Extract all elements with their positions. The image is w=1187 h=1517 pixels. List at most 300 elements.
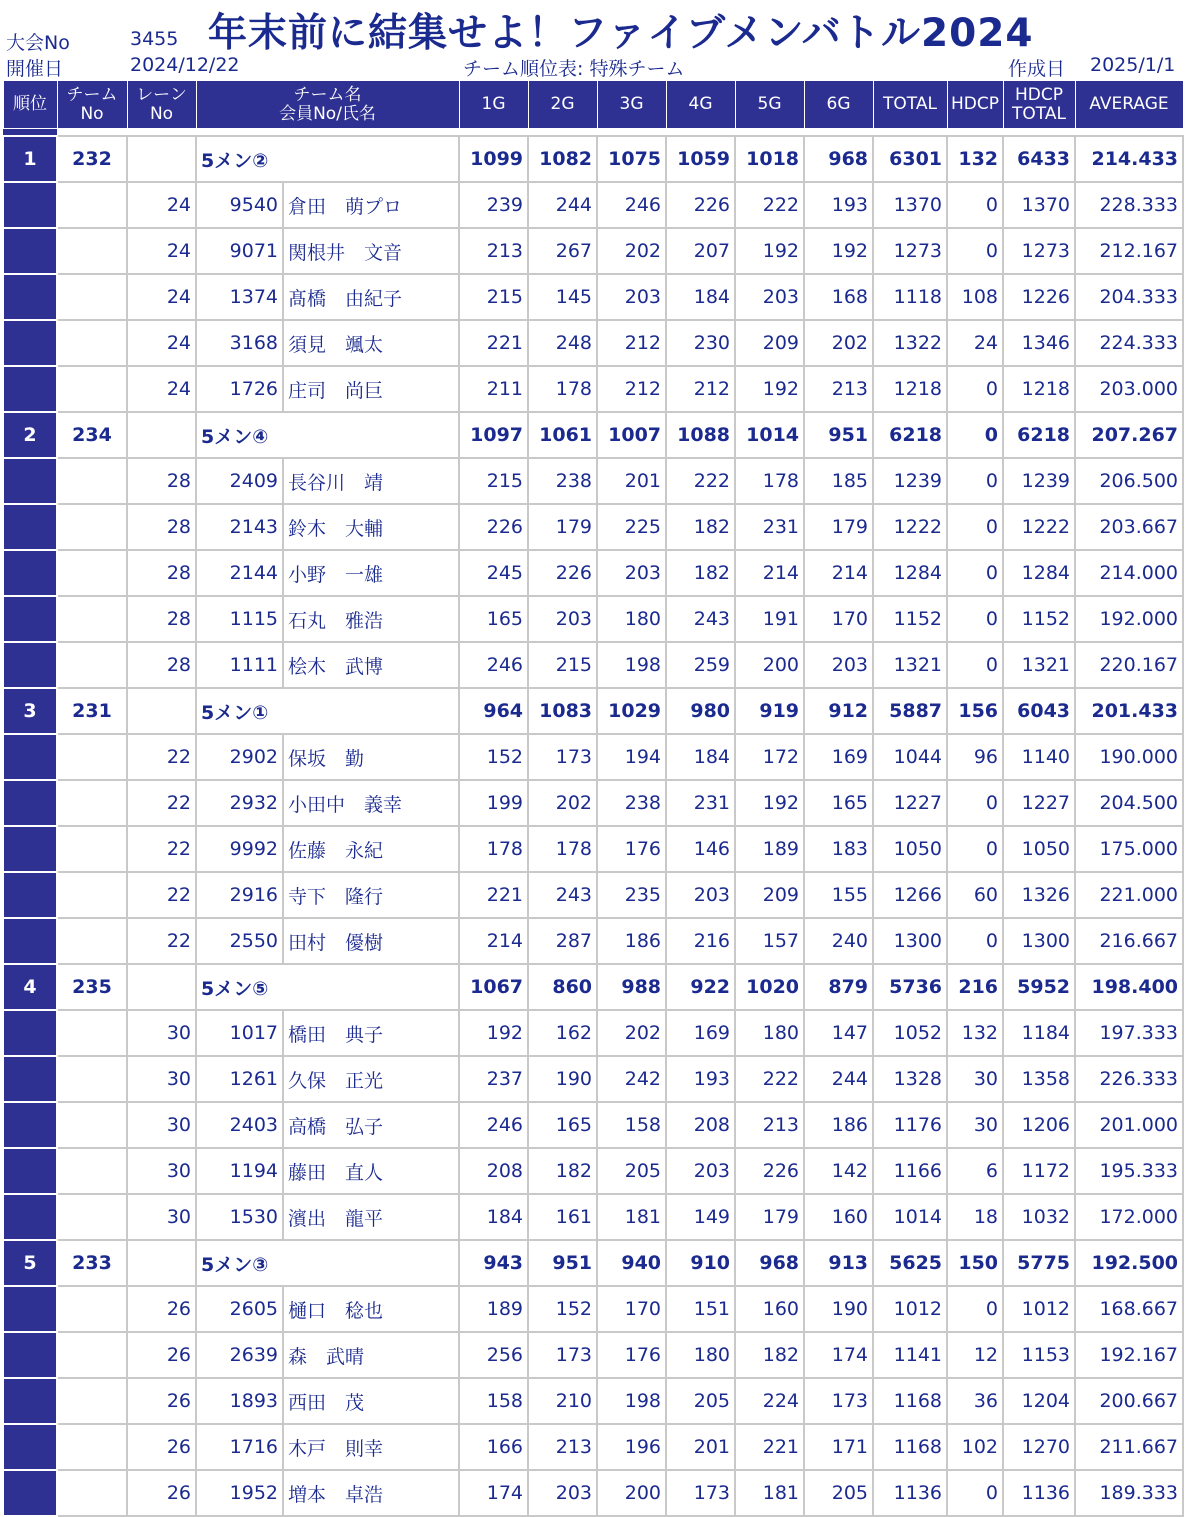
game-score: 209 xyxy=(735,320,804,366)
team-rank: 3 xyxy=(3,688,57,734)
hdcp-total: 1218 xyxy=(1003,366,1075,412)
game-score: 179 xyxy=(528,504,597,550)
member-name: 関根井 文音 xyxy=(283,228,459,274)
member-row xyxy=(3,458,1183,504)
game-score: 259 xyxy=(666,642,735,688)
game-score: 168 xyxy=(804,274,873,320)
member-name: 寺下 隆行 xyxy=(283,872,459,918)
hdcp: 0 xyxy=(947,1470,1003,1516)
game-score: 186 xyxy=(804,1102,873,1148)
game-score: 192 xyxy=(804,228,873,274)
game-score: 224 xyxy=(735,1378,804,1424)
game-score: 180 xyxy=(666,1332,735,1378)
game-score: 176 xyxy=(597,826,666,872)
member-name: 濱出 龍平 xyxy=(283,1194,459,1240)
team-no: 234 xyxy=(57,412,127,458)
game-score: 246 xyxy=(597,182,666,228)
game-score: 238 xyxy=(597,780,666,826)
average: 172.000 xyxy=(1075,1194,1183,1240)
member-name: 佐藤 永紀 xyxy=(283,826,459,872)
game-score: 165 xyxy=(528,1102,597,1148)
game-score: 267 xyxy=(528,228,597,274)
game-score: 215 xyxy=(459,274,528,320)
team-no-blank xyxy=(57,228,127,274)
col-4g: 4G xyxy=(666,81,735,129)
game-score: 178 xyxy=(735,458,804,504)
game-score: 165 xyxy=(459,596,528,642)
lane-no: 26 xyxy=(127,1378,196,1424)
rank-blank xyxy=(3,458,57,504)
member-name: 久保 正光 xyxy=(283,1056,459,1102)
report-type: チーム順位表: 特殊チーム xyxy=(463,58,685,80)
team-rank: 5 xyxy=(3,1240,57,1286)
average: 192.167 xyxy=(1075,1332,1183,1378)
game-score: 240 xyxy=(804,918,873,964)
total: 1152 xyxy=(873,596,947,642)
game-score: 203 xyxy=(528,1470,597,1516)
game-score: 212 xyxy=(597,366,666,412)
game-score: 242 xyxy=(597,1056,666,1102)
game-score: 1007 xyxy=(597,412,666,458)
team-row xyxy=(3,688,1183,734)
team-no-blank xyxy=(57,1010,127,1056)
rank-blank xyxy=(3,1470,57,1516)
game-score: 166 xyxy=(459,1424,528,1470)
member-no: 1716 xyxy=(196,1424,283,1470)
game-score: 214 xyxy=(735,550,804,596)
member-row xyxy=(3,1424,1183,1470)
game-score: 181 xyxy=(597,1194,666,1240)
game-score: 179 xyxy=(735,1194,804,1240)
game-score: 198 xyxy=(597,642,666,688)
game-score: 1018 xyxy=(735,136,804,182)
game-score: 205 xyxy=(804,1470,873,1516)
col-hdcp-total: HDCP TOTAL xyxy=(1003,81,1075,129)
game-score: 182 xyxy=(666,550,735,596)
member-row xyxy=(3,182,1183,228)
hdcp-total: 1136 xyxy=(1003,1470,1075,1516)
game-score: 1014 xyxy=(735,412,804,458)
team-no-blank xyxy=(57,596,127,642)
lane-no: 22 xyxy=(127,826,196,872)
game-score: 192 xyxy=(735,366,804,412)
member-name: 長谷川 靖 xyxy=(283,458,459,504)
total: 6218 xyxy=(873,412,947,458)
member-name: 庄司 尚巨 xyxy=(283,366,459,412)
hdcp-total: 1326 xyxy=(1003,872,1075,918)
game-score: 988 xyxy=(597,964,666,1010)
game-score: 191 xyxy=(735,596,804,642)
member-name: 倉田 萌プロ xyxy=(283,182,459,228)
game-score: 922 xyxy=(666,964,735,1010)
game-score: 170 xyxy=(804,596,873,642)
game-score: 913 xyxy=(804,1240,873,1286)
game-score: 202 xyxy=(597,1010,666,1056)
game-score: 199 xyxy=(459,780,528,826)
member-row xyxy=(3,734,1183,780)
member-name: 髙橋 由紀子 xyxy=(283,274,459,320)
game-score: 171 xyxy=(804,1424,873,1470)
game-score: 1097 xyxy=(459,412,528,458)
member-name: 田村 優樹 xyxy=(283,918,459,964)
game-score: 1029 xyxy=(597,688,666,734)
hdcp: 150 xyxy=(947,1240,1003,1286)
hdcp: 96 xyxy=(947,734,1003,780)
col-1g: 1G xyxy=(459,81,528,129)
rank-blank xyxy=(3,550,57,596)
member-row xyxy=(3,1286,1183,1332)
total: 1239 xyxy=(873,458,947,504)
game-score: 184 xyxy=(459,1194,528,1240)
team-row xyxy=(3,964,1183,1010)
member-no: 2605 xyxy=(196,1286,283,1332)
game-score: 193 xyxy=(666,1056,735,1102)
game-score: 155 xyxy=(804,872,873,918)
game-score: 980 xyxy=(666,688,735,734)
total: 5625 xyxy=(873,1240,947,1286)
member-no: 1261 xyxy=(196,1056,283,1102)
game-score: 147 xyxy=(804,1010,873,1056)
team-no-blank xyxy=(57,320,127,366)
member-row xyxy=(3,642,1183,688)
member-row xyxy=(3,1378,1183,1424)
hdcp: 0 xyxy=(947,458,1003,504)
game-score: 213 xyxy=(804,366,873,412)
member-row xyxy=(3,872,1183,918)
game-score: 910 xyxy=(666,1240,735,1286)
game-score: 943 xyxy=(459,1240,528,1286)
hdcp: 0 xyxy=(947,642,1003,688)
total: 1266 xyxy=(873,872,947,918)
game-score: 222 xyxy=(735,182,804,228)
team-no-blank xyxy=(57,826,127,872)
rank-blank xyxy=(3,504,57,550)
hdcp-total: 6043 xyxy=(1003,688,1075,734)
rank-blank xyxy=(3,182,57,228)
total: 1136 xyxy=(873,1470,947,1516)
rank-blank xyxy=(3,826,57,872)
hdcp: 30 xyxy=(947,1056,1003,1102)
hdcp-total: 1227 xyxy=(1003,780,1075,826)
game-score: 213 xyxy=(459,228,528,274)
team-no-blank xyxy=(57,366,127,412)
game-score: 225 xyxy=(597,504,666,550)
game-score: 287 xyxy=(528,918,597,964)
member-no: 1115 xyxy=(196,596,283,642)
hdcp-total: 1300 xyxy=(1003,918,1075,964)
rank-blank xyxy=(3,1010,57,1056)
member-row xyxy=(3,228,1183,274)
hdcp-total: 1284 xyxy=(1003,550,1075,596)
lane-no: 24 xyxy=(127,320,196,366)
team-no-blank xyxy=(57,1102,127,1148)
rank-blank xyxy=(3,274,57,320)
hdcp: 132 xyxy=(947,136,1003,182)
game-score: 173 xyxy=(666,1470,735,1516)
header-gap xyxy=(3,129,1183,137)
hdcp-total: 6433 xyxy=(1003,136,1075,182)
total: 1222 xyxy=(873,504,947,550)
hdcp: 18 xyxy=(947,1194,1003,1240)
team-no-blank xyxy=(57,1148,127,1194)
average: 216.667 xyxy=(1075,918,1183,964)
team-name: 5メン① xyxy=(196,688,459,734)
member-row xyxy=(3,1010,1183,1056)
rank-blank xyxy=(3,320,57,366)
team-no-blank xyxy=(57,1378,127,1424)
hdcp-total: 1140 xyxy=(1003,734,1075,780)
game-score: 221 xyxy=(459,872,528,918)
hdcp: 36 xyxy=(947,1378,1003,1424)
average: 201.433 xyxy=(1075,688,1183,734)
game-score: 226 xyxy=(735,1148,804,1194)
hdcp-total: 1184 xyxy=(1003,1010,1075,1056)
total: 1300 xyxy=(873,918,947,964)
hdcp: 216 xyxy=(947,964,1003,1010)
game-score: 178 xyxy=(459,826,528,872)
hdcp: 24 xyxy=(947,320,1003,366)
game-score: 244 xyxy=(528,182,597,228)
game-score: 173 xyxy=(804,1378,873,1424)
hdcp-total: 5952 xyxy=(1003,964,1075,1010)
game-score: 169 xyxy=(804,734,873,780)
average: 168.667 xyxy=(1075,1286,1183,1332)
game-score: 208 xyxy=(459,1148,528,1194)
team-no-blank xyxy=(57,734,127,780)
lane-no: 26 xyxy=(127,1470,196,1516)
member-no: 2550 xyxy=(196,918,283,964)
game-score: 169 xyxy=(666,1010,735,1056)
member-row xyxy=(3,366,1183,412)
member-name: 保坂 勤 xyxy=(283,734,459,780)
hdcp: 0 xyxy=(947,826,1003,872)
member-row xyxy=(3,918,1183,964)
game-score: 213 xyxy=(735,1102,804,1148)
average: 200.667 xyxy=(1075,1378,1183,1424)
member-no: 1194 xyxy=(196,1148,283,1194)
team-rank: 4 xyxy=(3,964,57,1010)
lane-no: 28 xyxy=(127,642,196,688)
game-score: 216 xyxy=(666,918,735,964)
game-score: 179 xyxy=(804,504,873,550)
average: 211.667 xyxy=(1075,1424,1183,1470)
game-score: 205 xyxy=(597,1148,666,1194)
total: 1321 xyxy=(873,642,947,688)
col-total: TOTAL xyxy=(873,81,947,129)
total: 1328 xyxy=(873,1056,947,1102)
col-rank: 順位 xyxy=(3,81,57,129)
hdcp-total: 1370 xyxy=(1003,182,1075,228)
game-score: 149 xyxy=(666,1194,735,1240)
game-score: 860 xyxy=(528,964,597,1010)
team-no-blank xyxy=(57,872,127,918)
game-score: 245 xyxy=(459,550,528,596)
hdcp-total: 1321 xyxy=(1003,642,1075,688)
team-no-blank xyxy=(57,642,127,688)
hdcp: 0 xyxy=(947,596,1003,642)
average: 204.333 xyxy=(1075,274,1183,320)
rank-blank xyxy=(3,596,57,642)
team-rank: 2 xyxy=(3,412,57,458)
team-no-blank xyxy=(57,1470,127,1516)
hdcp: 0 xyxy=(947,1286,1003,1332)
game-score: 231 xyxy=(666,780,735,826)
team-no-blank xyxy=(57,182,127,228)
game-score: 146 xyxy=(666,826,735,872)
total: 1014 xyxy=(873,1194,947,1240)
member-row xyxy=(3,596,1183,642)
hdcp: 0 xyxy=(947,182,1003,228)
hdcp: 0 xyxy=(947,780,1003,826)
lane-no: 22 xyxy=(127,734,196,780)
rank-blank xyxy=(3,1378,57,1424)
member-no: 1893 xyxy=(196,1378,283,1424)
rank-blank xyxy=(3,1424,57,1470)
game-score: 203 xyxy=(597,274,666,320)
game-score: 196 xyxy=(597,1424,666,1470)
game-score: 201 xyxy=(597,458,666,504)
average: 228.333 xyxy=(1075,182,1183,228)
hdcp: 102 xyxy=(947,1424,1003,1470)
member-no: 1726 xyxy=(196,366,283,412)
game-score: 226 xyxy=(666,182,735,228)
game-score: 200 xyxy=(735,642,804,688)
game-score: 211 xyxy=(459,366,528,412)
member-row xyxy=(3,1056,1183,1102)
team-row xyxy=(3,412,1183,458)
game-score: 1020 xyxy=(735,964,804,1010)
game-score: 160 xyxy=(804,1194,873,1240)
hdcp-total: 1222 xyxy=(1003,504,1075,550)
team-no-blank xyxy=(57,780,127,826)
average: 207.267 xyxy=(1075,412,1183,458)
member-no: 2932 xyxy=(196,780,283,826)
hdcp-total: 1172 xyxy=(1003,1148,1075,1194)
game-score: 212 xyxy=(597,320,666,366)
game-score: 222 xyxy=(735,1056,804,1102)
total: 1322 xyxy=(873,320,947,366)
game-score: 192 xyxy=(459,1010,528,1056)
team-no: 233 xyxy=(57,1240,127,1286)
col-lane-no: レーン No xyxy=(127,81,196,129)
hdcp-total: 6218 xyxy=(1003,412,1075,458)
member-row xyxy=(3,274,1183,320)
member-no: 2143 xyxy=(196,504,283,550)
game-score: 222 xyxy=(666,458,735,504)
game-score: 174 xyxy=(459,1470,528,1516)
game-score: 170 xyxy=(597,1286,666,1332)
average: 221.000 xyxy=(1075,872,1183,918)
average: 214.433 xyxy=(1075,136,1183,182)
game-score: 158 xyxy=(459,1378,528,1424)
game-score: 1075 xyxy=(597,136,666,182)
total: 1012 xyxy=(873,1286,947,1332)
hdcp: 0 xyxy=(947,550,1003,596)
table-body xyxy=(3,129,1183,1517)
game-score: 184 xyxy=(666,274,735,320)
member-name: 樋口 稔也 xyxy=(283,1286,459,1332)
game-score: 157 xyxy=(735,918,804,964)
total: 1044 xyxy=(873,734,947,780)
member-name: 藤田 直人 xyxy=(283,1148,459,1194)
hdcp-total: 1204 xyxy=(1003,1378,1075,1424)
total: 1052 xyxy=(873,1010,947,1056)
date-label: 開催日 xyxy=(6,58,64,80)
game-score: 158 xyxy=(597,1102,666,1148)
game-score: 180 xyxy=(735,1010,804,1056)
game-score: 968 xyxy=(735,1240,804,1286)
member-no: 2403 xyxy=(196,1102,283,1148)
team-no-blank xyxy=(57,504,127,550)
game-score: 221 xyxy=(735,1424,804,1470)
member-row xyxy=(3,1194,1183,1240)
hdcp-total: 1152 xyxy=(1003,596,1075,642)
lane-no: 22 xyxy=(127,780,196,826)
team-row xyxy=(3,136,1183,182)
member-row xyxy=(3,826,1183,872)
average: 175.000 xyxy=(1075,826,1183,872)
member-no: 3168 xyxy=(196,320,283,366)
game-score: 192 xyxy=(735,228,804,274)
game-score: 194 xyxy=(597,734,666,780)
rank-blank xyxy=(3,1102,57,1148)
member-row xyxy=(3,1470,1183,1516)
game-score: 243 xyxy=(666,596,735,642)
team-name: 5メン③ xyxy=(196,1240,459,1286)
rank-blank xyxy=(3,1194,57,1240)
average: 201.000 xyxy=(1075,1102,1183,1148)
total: 1273 xyxy=(873,228,947,274)
game-score: 178 xyxy=(528,826,597,872)
team-no: 235 xyxy=(57,964,127,1010)
hdcp: 132 xyxy=(947,1010,1003,1056)
team-no-blank xyxy=(57,1424,127,1470)
total: 1168 xyxy=(873,1378,947,1424)
hdcp-total: 5775 xyxy=(1003,1240,1075,1286)
game-score: 226 xyxy=(528,550,597,596)
game-score: 243 xyxy=(528,872,597,918)
lane-no xyxy=(127,136,196,182)
game-score: 203 xyxy=(528,596,597,642)
lane-no xyxy=(127,1240,196,1286)
hdcp: 0 xyxy=(947,412,1003,458)
average: 212.167 xyxy=(1075,228,1183,274)
average: 189.333 xyxy=(1075,1470,1183,1516)
game-score: 1059 xyxy=(666,136,735,182)
member-row xyxy=(3,780,1183,826)
game-score: 190 xyxy=(804,1286,873,1332)
total: 1050 xyxy=(873,826,947,872)
total: 1141 xyxy=(873,1332,947,1378)
game-score: 256 xyxy=(459,1332,528,1378)
total: 6301 xyxy=(873,136,947,182)
average: 195.333 xyxy=(1075,1148,1183,1194)
game-score: 221 xyxy=(459,320,528,366)
game-score: 182 xyxy=(735,1332,804,1378)
member-name: 鈴木 大輔 xyxy=(283,504,459,550)
average: 214.000 xyxy=(1075,550,1183,596)
rank-blank xyxy=(3,642,57,688)
member-name: 小田中 義幸 xyxy=(283,780,459,826)
game-score: 209 xyxy=(735,872,804,918)
game-score: 190 xyxy=(528,1056,597,1102)
rank-blank xyxy=(3,1332,57,1378)
average: 203.000 xyxy=(1075,366,1183,412)
game-score: 246 xyxy=(459,642,528,688)
lane-no: 28 xyxy=(127,596,196,642)
team-no: 231 xyxy=(57,688,127,734)
team-no-blank xyxy=(57,1194,127,1240)
